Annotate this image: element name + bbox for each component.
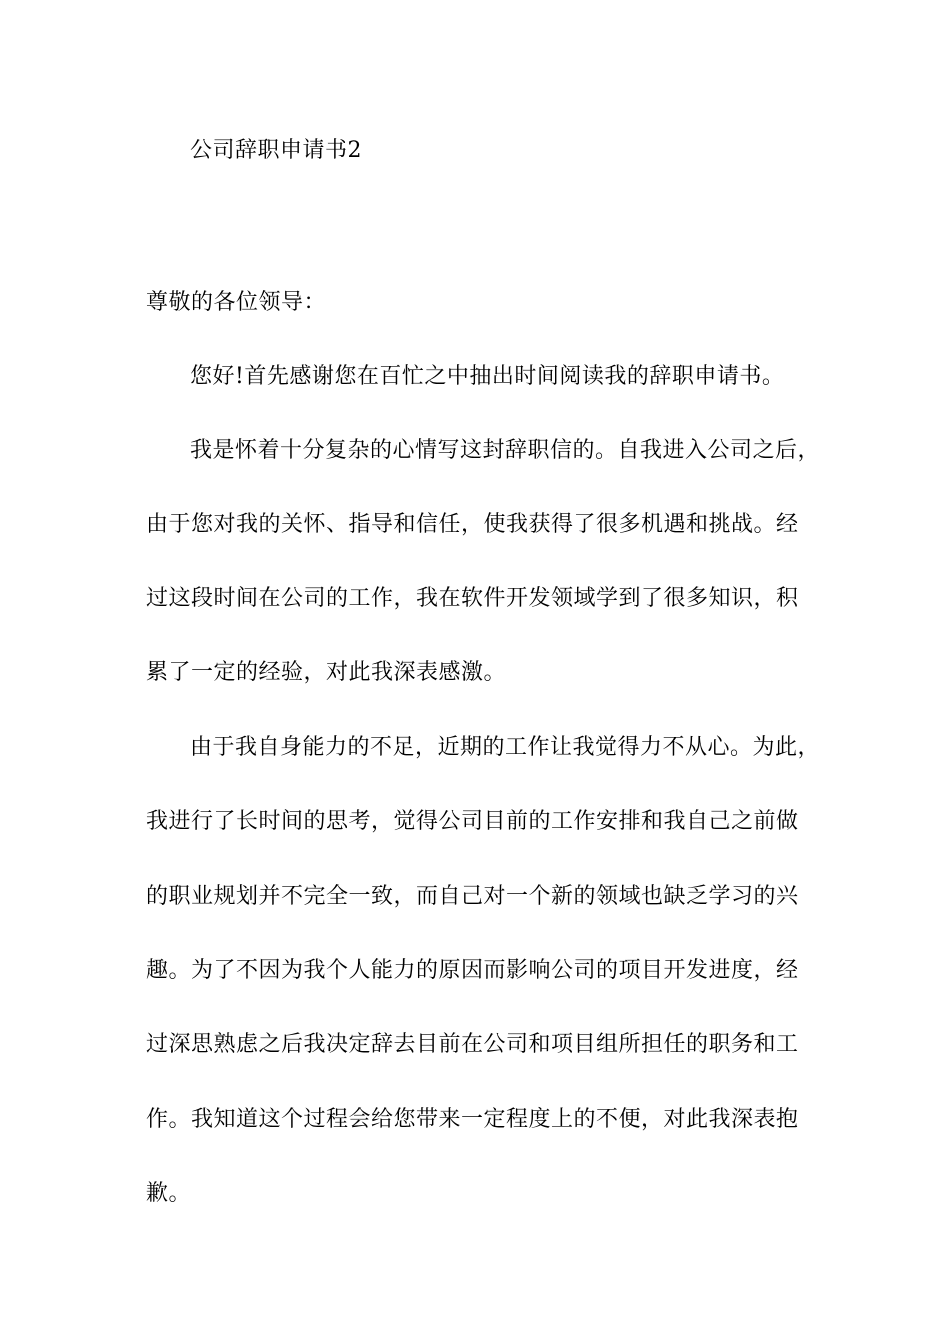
paragraph-line: 过这段时间在公司的工作，我在软件开发领域学到了很多知识，积 — [146, 586, 799, 611]
paragraph-line: 我进行了长时间的思考，觉得公司目前的工作安排和我自己之前做 — [146, 809, 799, 834]
paragraph-line: 的职业规划并不完全一致，而自己对一个新的领域也缺乏学习的兴 — [146, 884, 799, 909]
paragraph-line: 趣。为了不因为我个人能力的原因而影响公司的项目开发进度，经 — [146, 958, 799, 983]
paragraph-line: 由于我自身能力的不足，近期的工作让我觉得力不从心。为此， — [190, 735, 821, 760]
paragraph-line: 我是怀着十分复杂的心情写这封辞职信的。自我进入公司之后， — [190, 438, 821, 463]
paragraph-line: 作。我知道这个过程会给您带来一定程度上的不便，对此我深表抱 — [146, 1107, 799, 1132]
paragraph-line: 由于您对我的关怀、指导和信任，使我获得了很多机遇和挑战。经 — [146, 512, 799, 537]
paragraph-line: 歉。 — [146, 1181, 192, 1206]
salutation: 尊敬的各位领导： — [146, 290, 327, 315]
paragraph-line: 累了一定的经验，对此我深表感激。 — [146, 660, 507, 685]
paragraph-line: 过深思熟虑之后我决定辞去目前在公司和项目组所担任的职务和工 — [146, 1032, 799, 1057]
paragraph-line: 您好!首先感谢您在百忙之中抽出时间阅读我的辞职申请书。 — [190, 364, 785, 389]
document-title: 公司辞职申请书2 — [190, 138, 362, 163]
